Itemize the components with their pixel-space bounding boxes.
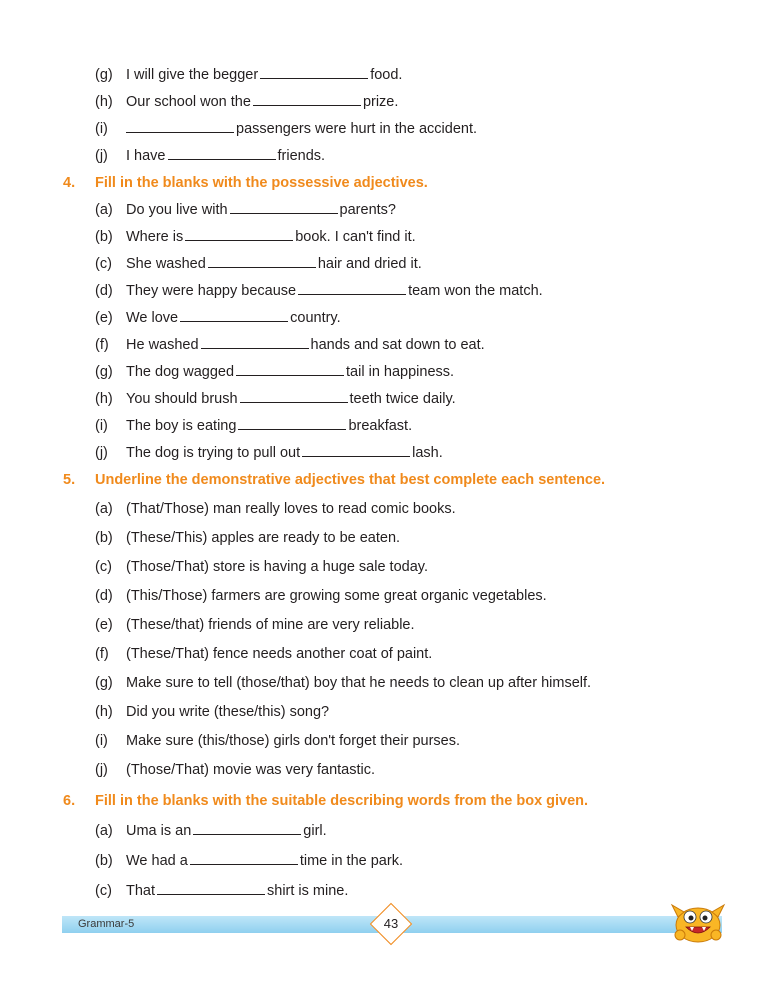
answer-blank[interactable]	[302, 442, 410, 457]
answer-blank[interactable]	[238, 415, 346, 430]
answer-blank[interactable]	[201, 334, 309, 349]
answer-blank[interactable]	[180, 307, 288, 322]
answer-blank[interactable]	[190, 850, 298, 865]
answer-blank[interactable]	[168, 145, 276, 160]
answer-blank[interactable]	[260, 64, 368, 79]
answer-blank[interactable]	[157, 880, 265, 895]
page-number: 43	[383, 916, 399, 931]
answer-blank[interactable]	[298, 280, 406, 295]
answer-blank[interactable]	[193, 820, 301, 835]
answer-blank[interactable]	[208, 253, 316, 268]
answer-blank[interactable]	[185, 226, 293, 241]
answer-blank[interactable]	[240, 388, 348, 403]
answer-blank[interactable]	[126, 118, 234, 133]
answer-blank[interactable]	[253, 91, 361, 106]
answer-blank[interactable]	[236, 361, 344, 376]
cartoon-monster-icon	[668, 895, 728, 945]
book-title: Grammar-5	[78, 918, 135, 930]
answer-blank[interactable]	[230, 199, 338, 214]
